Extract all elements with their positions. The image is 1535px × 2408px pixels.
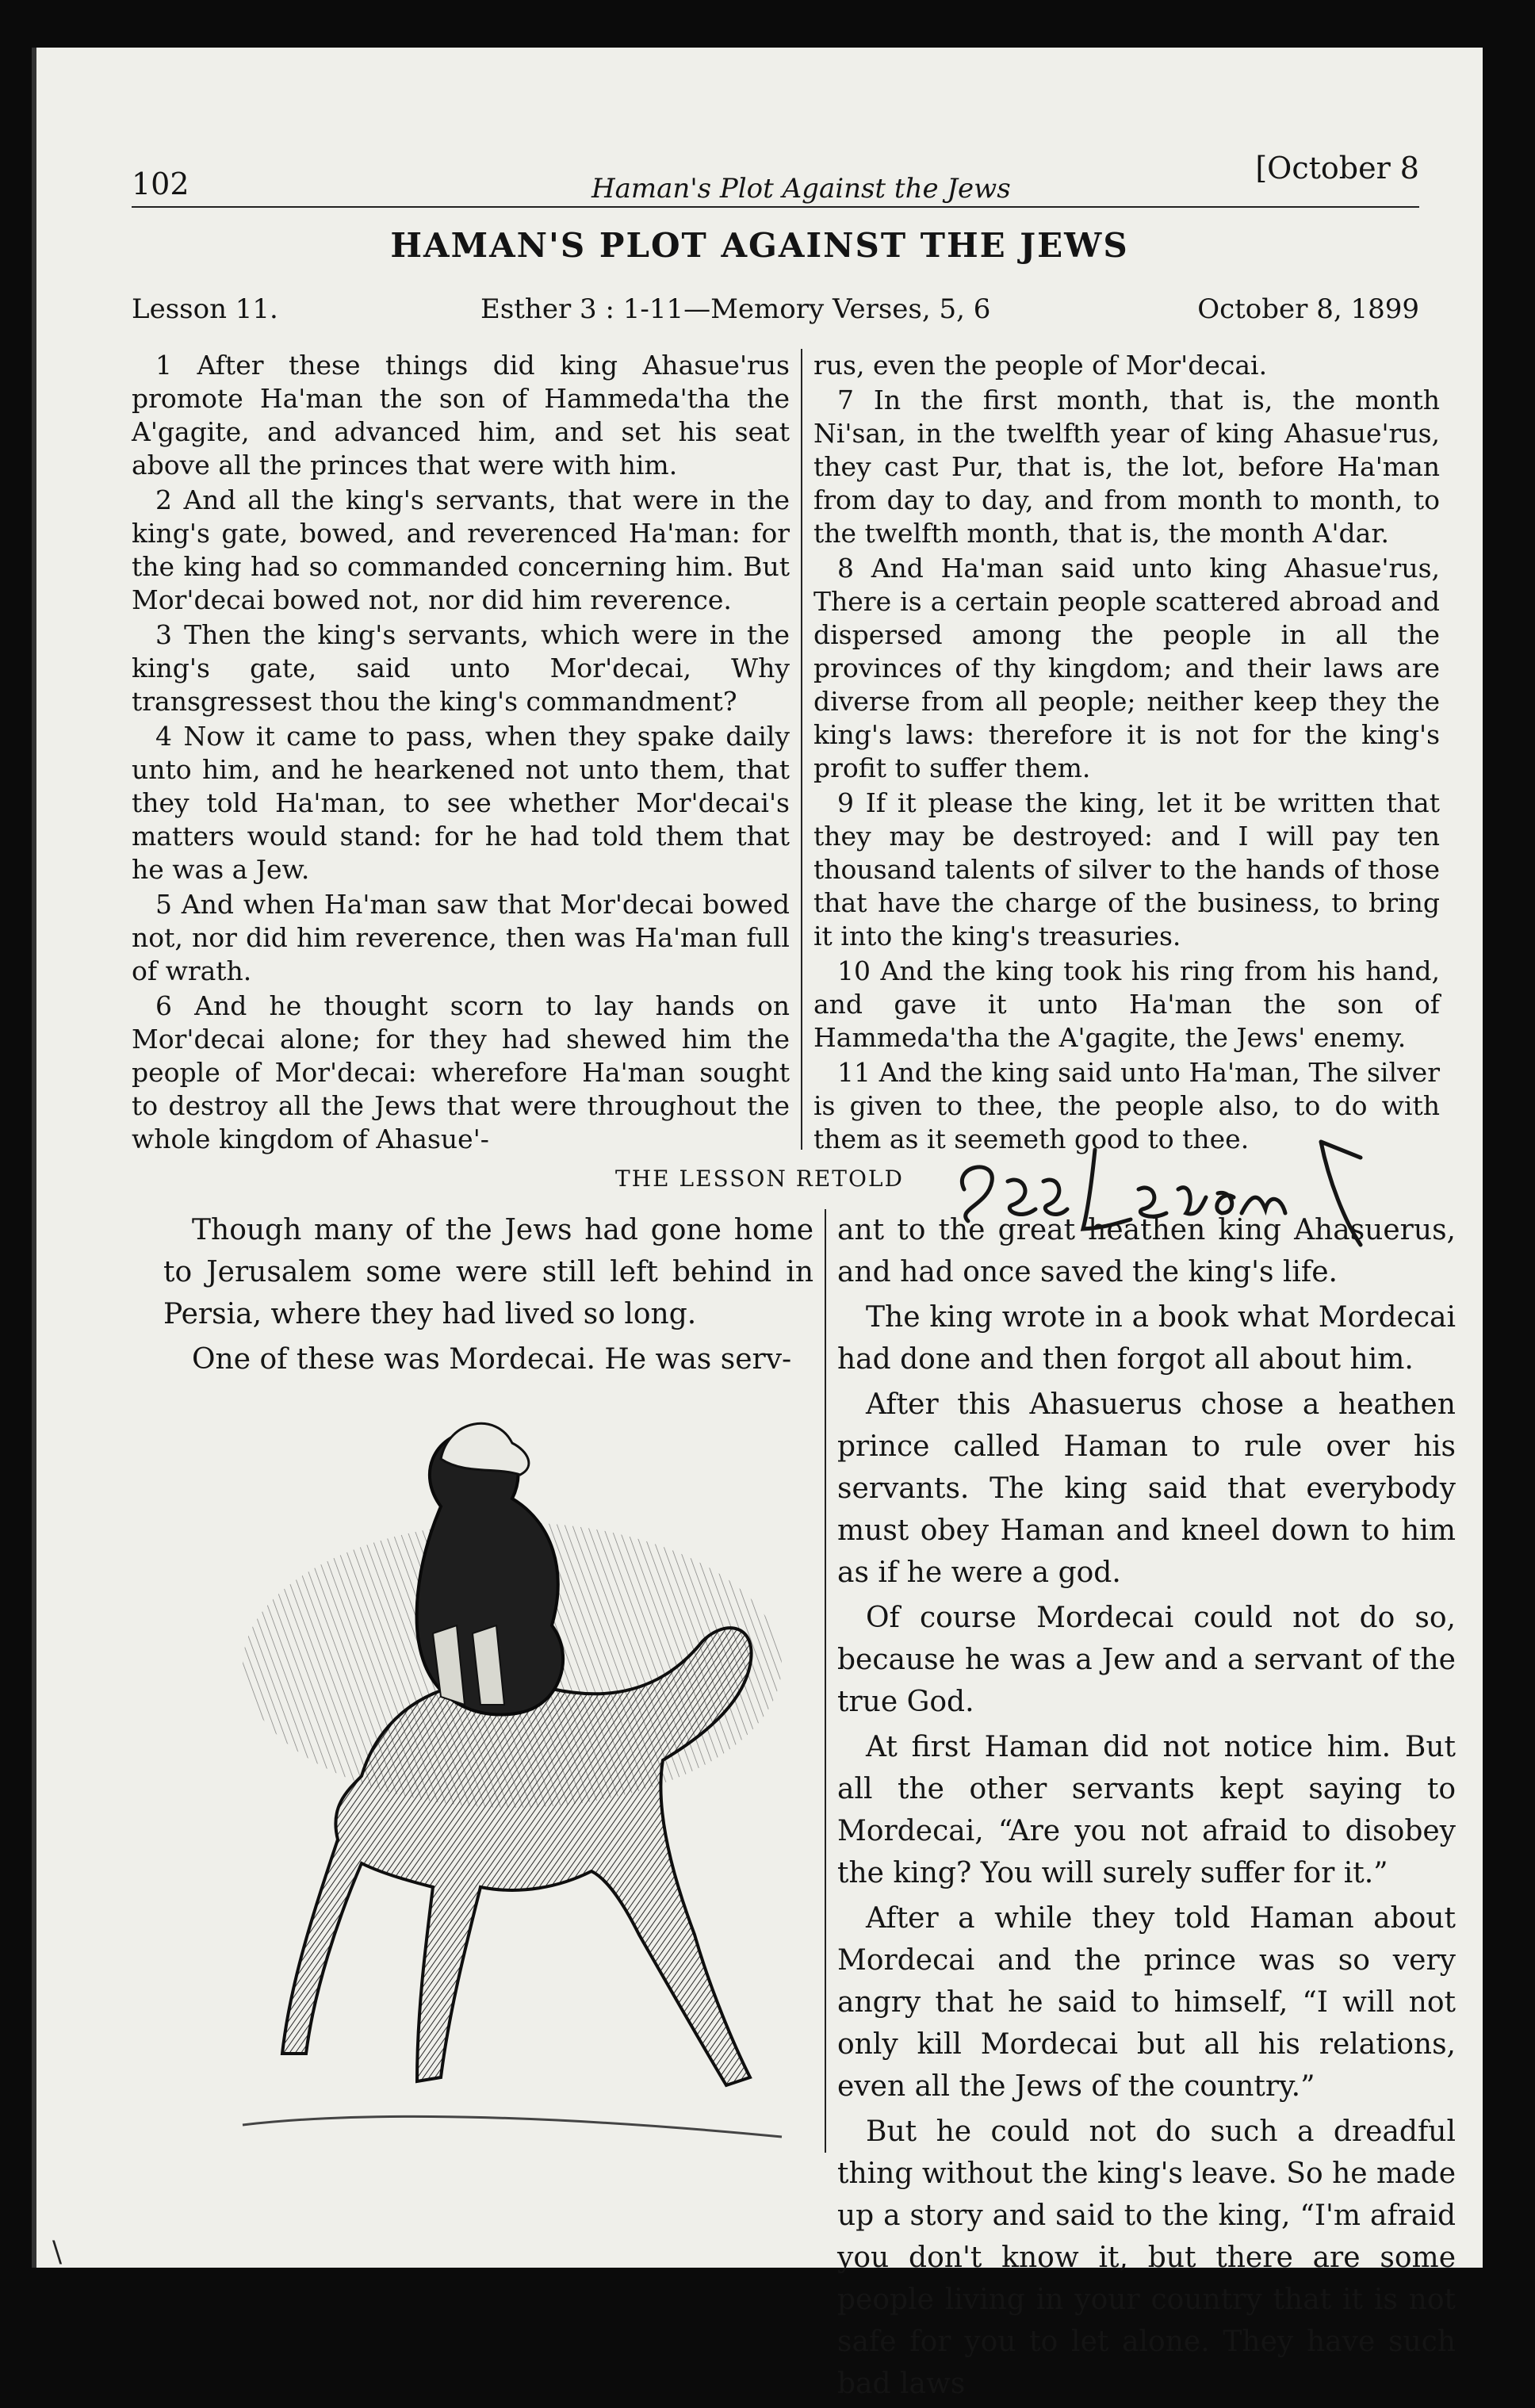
retold-paragraph: At first Haman did not notice him. But all the other servants kept saying to Mordecai, “Are you not afraid to disobey the king? You will surely suffer for it.” (837, 1731, 1456, 1889)
verse-8: 8 And Ha'man said unto king Ahasue'rus, There is a certain people scattered abroad and dispersed among the people in all the provinces of thy kingdom; and their laws are diverse from all people; neither keep they the king's laws: therefore it is not for the king's profit to suffer them. (813, 553, 1440, 783)
scripture-ref: Esther 3 : 1-11—Memory Verses, 5, 6 (480, 293, 991, 325)
retold-paragraph: After this Ahasuerus chose a heathen prince called Haman to rule over his servants. The king said that everybody must obey Haman and kneel down to him as if he were a god. (837, 1388, 1456, 1589)
verse-11: 11 And the king said unto Ha'man, The silver is given to thee, the people also, to do with them as it seemeth good to thee. (813, 1057, 1440, 1154)
lesson-title: HAMAN'S PLOT AGAINST THE JEWS (390, 226, 1129, 265)
verse-5: 5 And when Ha'man saw that Mor'decai bowed not, nor did him reverence, then was Ha'man full of wrath. (132, 889, 790, 986)
retold-paragraph: The king wrote in a book what Mordecai had done and then forgot all about him. (837, 1301, 1456, 1376)
lesson-info (132, 293, 1419, 331)
scripture-column-right (813, 349, 1440, 1158)
retold-column-left (163, 1209, 813, 1384)
verse-3: 3 Then the king's servants, which were in the king's gate, said unto Mor'decai, Why transgressest thou the king's commandment? (132, 619, 790, 717)
column-divider (825, 1209, 826, 2153)
retold-paragraph: Of course Mordecai could not do so, because he was a Jew and a servant of the true God. (837, 1602, 1456, 1718)
verse-6-cont: rus, even the people of Mor'decai. (813, 350, 1268, 381)
retold-paragraph: ant to the great heathen king Ahasuerus, and had once saved the king's life. (837, 1214, 1456, 1288)
verse-9: 9 If it please the king, let it be written that they may be destroyed: and I will pay ten thousand talents of silver to the hands of those that have the charge of the business, to bring it into the king's treasuries. (813, 787, 1440, 951)
verse-1: 1 After these things did king Ahasue'rus promote Ha'man the son of Hammeda'tha the A'gagite, and advanced him, and set his seat above all the princes that were with him. (132, 350, 790, 480)
lesson-number: Lesson 11. (132, 293, 278, 325)
verse-10: 10 And the king took his ring from his hand, and gave it unto Ha'man the son of Hammeda'tha the A'gagite, the Jews' enemy. (813, 955, 1440, 1053)
running-title: Haman's Plot Against the Jews (591, 173, 1011, 205)
verse-2: 2 And all the king's servants, that were in the king's gate, bowed, and reverenced Ha'man: for the king had so commanded concerning him. But Mor'decai bowed not, nor did him reverence. (132, 484, 790, 615)
section-heading: THE LESSON RETOLD (615, 1166, 904, 1192)
retold-paragraph: Though many of the Jews had gone home to Jerusalem some were still left behind in Persia, where they had lived so long. (163, 1214, 813, 1330)
retold-paragraph: After a while they told Haman about Mordecai and the prince was so very angry that he said to himself, “I will not only kill Mordecai but all his relations, even all the Jews of the country.” (837, 1902, 1456, 2103)
margin-mark: \ (52, 2236, 63, 2268)
lesson-date: October 8, 1899 (1197, 293, 1419, 325)
illustration-camel-rider (179, 1364, 813, 2196)
running-date: [October 8 (1255, 151, 1419, 186)
retold-paragraph: But he could not do such a dreadful thing without the king's leave. So he made up a story and said to the king, “I'm afraid you don't know it, but there are some people living in your country that it is not safe for you to let alone. They have such bad laws (837, 2115, 1456, 2400)
book-page (32, 48, 1483, 2400)
retold-column-right (837, 1209, 1456, 2408)
page-number: 102 (132, 167, 189, 201)
scripture-column-left (132, 349, 790, 1158)
column-divider (801, 349, 802, 1150)
ground-line (243, 2116, 782, 2137)
verse-7: 7 In the first month, that is, the month Ni'san, in the twelfth year of king Ahasue'rus, they cast Pur, that is, the lot, before Ha'man from day to day, and from month to month, to the twelfth month, that is, the month A'dar. (813, 385, 1440, 549)
retold-paragraph: One of these was Mordecai. He was serv- (192, 1343, 792, 1376)
running-head (132, 151, 1419, 208)
verse-6: 6 And he thought scorn to lay hands on Mor'decai alone; for they had shewed him the people of Mor'decai: wherefore Ha'man sought to destroy all the Jews that were throughout the whole kingdom of Ahasue'- (132, 990, 790, 1154)
verse-4: 4 Now it came to pass, when they spake daily unto him, and he hearkened not unto them, that they told Ha'man, to see whether Mor'decai's matters would stand: for he had told them that he was a Jew. (132, 721, 790, 885)
